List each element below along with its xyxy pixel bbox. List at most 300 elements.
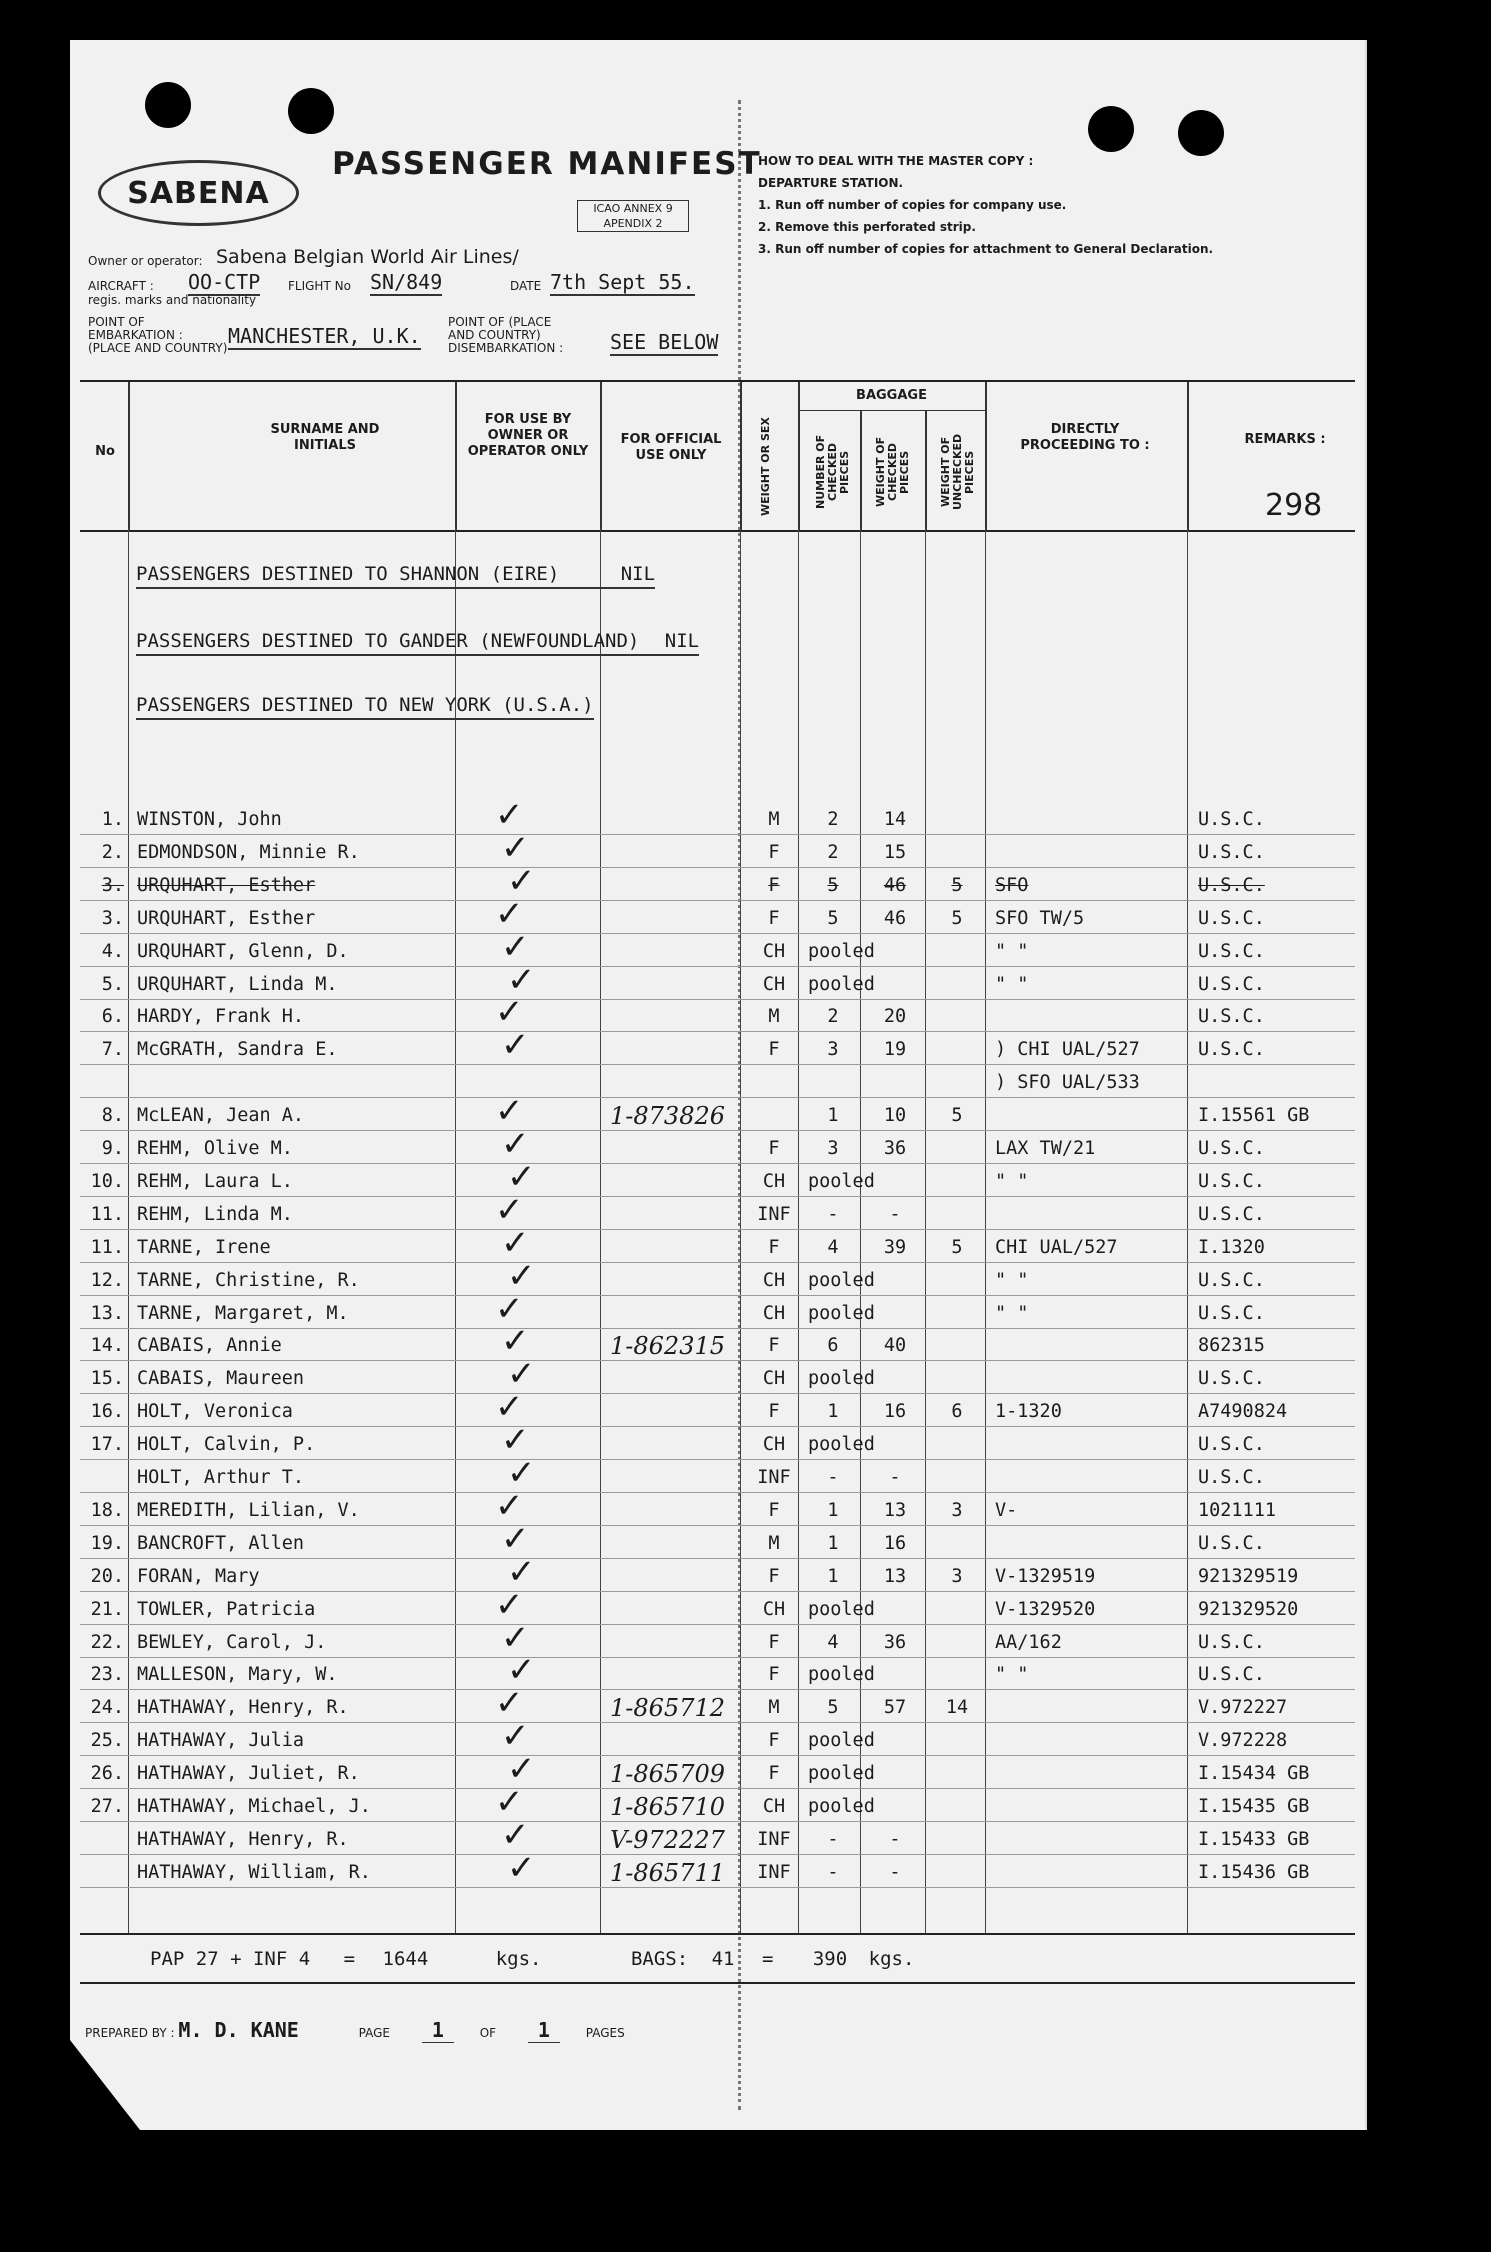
sex: F xyxy=(768,1565,780,1587)
row-divider xyxy=(80,933,1355,934)
sex: F xyxy=(768,1499,780,1521)
sex: CH xyxy=(762,1434,786,1456)
check-mark-icon: ✓ xyxy=(507,1255,536,1296)
sabena-logo: SABENA xyxy=(98,160,299,226)
row-number: 20. xyxy=(90,1565,124,1587)
official-use-number: 1-865711 xyxy=(610,1858,725,1887)
remarks-value: U.S.C. xyxy=(1198,1203,1265,1225)
row-divider xyxy=(80,1755,1355,1756)
check-mark-icon: ✓ xyxy=(495,1782,524,1822)
checked-weight: 20 xyxy=(883,1006,907,1028)
unchecked-weight xyxy=(932,1466,982,1490)
row-divider xyxy=(80,1426,1355,1427)
remarks-value: I.15436 GB xyxy=(1198,1861,1310,1883)
remarks-value: U.S.C. xyxy=(1198,1467,1265,1488)
official-use-number xyxy=(610,841,740,865)
passenger-name: HOLT, Veronica xyxy=(137,1401,293,1423)
sex: F xyxy=(768,1664,780,1686)
checked-weight: 46 xyxy=(883,907,907,929)
icao-annex-box: ICAO ANNEX 9 APENDIX 2 xyxy=(577,200,689,232)
check-mark-icon: ✓ xyxy=(501,1321,530,1362)
check-mark-icon: ✓ xyxy=(507,1847,536,1888)
passenger-name: HOLT, Calvin, P. xyxy=(137,1434,316,1456)
proceeding-to xyxy=(995,1466,1185,1490)
official-use-number xyxy=(610,1565,740,1589)
checked-pieces: 2 xyxy=(827,841,839,863)
checked-weight: - xyxy=(889,1861,901,1883)
checked-weight: 39 xyxy=(883,1236,907,1258)
remarks-value: 921329520 xyxy=(1198,1598,1299,1620)
official-use-number xyxy=(610,1466,740,1490)
check-mark-icon: ✓ xyxy=(495,1683,524,1724)
col-official-use: FOR OFFICIAL USE ONLY xyxy=(620,432,722,463)
unchecked-weight xyxy=(932,1861,982,1885)
official-use-number xyxy=(610,1005,740,1029)
proceeding-to: AA/162 xyxy=(995,1631,1062,1653)
checked-pieces: 1 xyxy=(827,1105,839,1127)
col-owner-use: FOR USE BY OWNER OR OPERATOR ONLY xyxy=(467,412,589,459)
row-number: 25. xyxy=(90,1730,124,1752)
check-mark-icon: ✓ xyxy=(501,1518,530,1559)
passenger-name: BANCROFT, Allen xyxy=(137,1532,305,1554)
proceeding-to xyxy=(995,1104,1185,1128)
official-use-number xyxy=(610,1499,740,1523)
checked-weight xyxy=(870,940,920,964)
official-use-number xyxy=(610,1269,740,1293)
row-divider xyxy=(80,1459,1355,1460)
official-use-number xyxy=(610,1433,740,1457)
sex: F xyxy=(768,1730,780,1752)
col-num-checked: NUMBER OF CHECKED PIECES xyxy=(814,434,851,510)
proceeding-to: V- xyxy=(995,1499,1018,1521)
punch-hole xyxy=(1088,106,1134,152)
official-use-number xyxy=(610,1598,740,1622)
instruction-line: 3. Run off number of copies for attachment to General Declaration. xyxy=(758,242,1214,256)
unchecked-weight xyxy=(932,1762,982,1786)
checked-weight xyxy=(870,1598,920,1622)
disembarkation-label: POINT OF (PLACE AND COUNTRY) DISEMBARKATION : xyxy=(448,315,564,355)
row-number: 18. xyxy=(90,1499,124,1521)
checked-pieces: 1 xyxy=(827,1532,839,1554)
sex: F xyxy=(768,1763,780,1785)
remarks-value: 921329519 xyxy=(1198,1565,1299,1587)
official-use-number xyxy=(610,1532,740,1556)
row-number: 13. xyxy=(90,1302,124,1324)
unchecked-weight xyxy=(932,1038,982,1062)
remarks-value: I.15434 GB xyxy=(1198,1763,1310,1785)
proceeding-to: " " xyxy=(995,1302,1029,1324)
row-divider xyxy=(80,1031,1355,1032)
unchecked-weight: 5 xyxy=(951,1105,963,1127)
row-number: 26. xyxy=(90,1763,124,1785)
proceeding-to xyxy=(995,1203,1185,1227)
proceeding-to xyxy=(995,1696,1185,1720)
row-divider xyxy=(80,1064,1355,1065)
row-number: 1. xyxy=(101,809,124,830)
passenger-name xyxy=(137,1071,437,1095)
row-divider xyxy=(80,966,1355,967)
official-use-number xyxy=(610,874,740,898)
sex: INF xyxy=(757,1467,791,1488)
checked-weight: - xyxy=(889,1203,901,1225)
unchecked-weight xyxy=(932,1795,982,1819)
proceeding-to: SFO xyxy=(995,874,1029,896)
unchecked-weight xyxy=(932,940,982,964)
date-value: 7th Sept 55. xyxy=(550,270,695,294)
row-number xyxy=(84,1071,124,1095)
row-divider xyxy=(80,1525,1355,1526)
sex: F xyxy=(768,907,780,929)
row-number: 12. xyxy=(90,1269,124,1291)
instruction-line: HOW TO DEAL WITH THE MASTER COPY : xyxy=(758,154,1034,168)
checked-pieces: pooled xyxy=(808,1368,875,1390)
checked-pieces: 2 xyxy=(827,809,839,830)
proceeding-to xyxy=(995,1795,1185,1819)
checked-pieces: 6 xyxy=(827,1335,839,1357)
passenger-name: McGRATH, Sandra E. xyxy=(137,1039,338,1061)
remarks-value: 1021111 xyxy=(1198,1499,1276,1521)
proceeding-to: 1-1320 xyxy=(995,1401,1062,1423)
official-use-number xyxy=(610,808,740,832)
sex: M xyxy=(768,1006,780,1028)
check-mark-icon: ✓ xyxy=(501,1814,530,1855)
checked-pieces: - xyxy=(827,1861,839,1883)
checked-weight xyxy=(870,1367,920,1391)
remarks-value: I.15433 GB xyxy=(1198,1828,1310,1850)
passenger-name: REHM, Linda M. xyxy=(137,1203,293,1225)
col-remarks: REMARKS : xyxy=(1244,432,1326,447)
remarks-value: U.S.C. xyxy=(1198,1434,1265,1456)
punch-hole xyxy=(288,88,334,134)
official-use-number xyxy=(610,1170,740,1194)
passenger-name: REHM, Olive M. xyxy=(137,1138,293,1159)
checked-pieces: pooled xyxy=(808,1269,875,1291)
check-mark-icon: ✓ xyxy=(495,1189,524,1230)
col-weight-checked: WEIGHT OF CHECKED PIECES xyxy=(874,436,911,508)
sex: M xyxy=(768,809,780,830)
checked-weight: 57 xyxy=(883,1697,907,1719)
unchecked-weight xyxy=(932,1367,982,1391)
unchecked-weight xyxy=(932,1532,982,1556)
passenger-name: MEREDITH, Lilian, V. xyxy=(137,1499,360,1521)
unchecked-weight: 6 xyxy=(951,1401,963,1423)
check-mark-icon: ✓ xyxy=(501,926,530,967)
row-number: 15. xyxy=(90,1368,124,1390)
destination-new-york: PASSENGERS DESTINED TO NEW YORK (U.S.A.) xyxy=(136,694,594,720)
sex: INF xyxy=(757,1203,791,1225)
row-divider xyxy=(80,1130,1355,1131)
checked-weight xyxy=(870,1762,920,1786)
passenger-name: TOWLER, Patricia xyxy=(137,1598,316,1620)
check-mark-icon: ✓ xyxy=(495,893,524,934)
proceeding-to xyxy=(995,808,1185,832)
check-mark-icon: ✓ xyxy=(495,1584,524,1625)
proceeding-to xyxy=(995,841,1185,865)
checked-weight: - xyxy=(889,1828,901,1850)
unchecked-weight: 3 xyxy=(951,1499,963,1521)
official-use-number xyxy=(610,1631,740,1655)
embarkation-value: MANCHESTER, U.K. xyxy=(228,324,421,348)
row-number: 22. xyxy=(90,1631,124,1653)
unchecked-weight xyxy=(932,808,982,832)
checked-pieces: 1 xyxy=(827,1499,839,1521)
sex: CH xyxy=(762,940,786,962)
check-mark-icon: ✓ xyxy=(507,1650,536,1691)
unchecked-weight xyxy=(932,973,982,997)
row-divider xyxy=(80,1295,1355,1296)
checked-pieces: pooled xyxy=(808,1302,875,1324)
checked-pieces: 4 xyxy=(827,1631,839,1653)
official-use-number xyxy=(610,1203,740,1227)
passenger-name: HARDY, Frank H. xyxy=(137,1006,305,1028)
checked-weight: 13 xyxy=(883,1565,907,1587)
col-surname: SURNAME AND INITIALS xyxy=(270,422,380,453)
unchecked-weight xyxy=(932,1302,982,1326)
proceeding-to xyxy=(995,1762,1185,1786)
row-number: 21. xyxy=(90,1598,124,1620)
checked-pieces: 5 xyxy=(827,874,839,896)
sex: F xyxy=(768,1631,780,1653)
official-use-number: V-972227 xyxy=(610,1825,725,1854)
proceeding-to: ) SFO UAL/533 xyxy=(995,1072,1140,1094)
checked-weight xyxy=(870,1433,920,1457)
sex xyxy=(752,1104,796,1128)
sex: CH xyxy=(762,1598,786,1620)
instruction-line: 1. Run off number of copies for company use. xyxy=(758,198,1067,212)
sex: M xyxy=(768,1532,780,1554)
col-no: No xyxy=(95,444,115,459)
row-divider xyxy=(80,1360,1355,1361)
checked-pieces: 1 xyxy=(827,1401,839,1423)
remarks-value: U.S.C. xyxy=(1198,1664,1265,1686)
row-divider xyxy=(80,834,1355,835)
official-use-number xyxy=(610,1729,740,1753)
sex: CH xyxy=(762,1302,786,1324)
checked-pieces xyxy=(808,1071,858,1095)
unchecked-weight xyxy=(932,1203,982,1227)
unchecked-weight xyxy=(932,1071,982,1095)
row-divider xyxy=(80,867,1355,868)
checked-weight: 10 xyxy=(883,1105,907,1127)
destination-shannon: PASSENGERS DESTINED TO SHANNON (EIRE) NIL xyxy=(136,563,655,589)
row-divider xyxy=(80,1196,1355,1197)
instruction-line: DEPARTURE STATION. xyxy=(758,176,904,190)
remarks-value: A7490824 xyxy=(1198,1401,1288,1423)
passenger-name: URQUHART, Glenn, D. xyxy=(137,940,349,962)
unchecked-weight: 3 xyxy=(951,1565,963,1587)
table-header xyxy=(80,380,1355,532)
aircraft-value: OO-CTP xyxy=(188,270,261,294)
proceeding-to: LAX TW/21 xyxy=(995,1138,1096,1159)
official-use-number: 1-873826 xyxy=(610,1102,725,1131)
passenger-name: URQUHART, Esther xyxy=(137,907,316,929)
checked-pieces: pooled xyxy=(808,1170,875,1192)
passenger-name: TARNE, Irene xyxy=(137,1236,271,1258)
check-mark-icon: ✓ xyxy=(507,1749,536,1790)
unchecked-weight xyxy=(932,1663,982,1687)
row-divider xyxy=(80,1097,1355,1098)
row-number: 11. xyxy=(90,1203,124,1225)
unchecked-weight: 14 xyxy=(945,1697,969,1719)
remarks-number: 298 xyxy=(1265,488,1323,523)
row-number: 6. xyxy=(101,1006,124,1028)
passenger-name: TARNE, Christine, R. xyxy=(137,1269,360,1291)
checked-weight xyxy=(870,973,920,997)
row-number: 11. xyxy=(90,1236,124,1258)
sex: F xyxy=(768,874,780,896)
row-number: 27. xyxy=(90,1796,124,1817)
checked-pieces: - xyxy=(827,1467,839,1488)
row-divider xyxy=(80,1624,1355,1625)
checked-weight: 36 xyxy=(883,1631,907,1653)
check-mark-icon: ✓ xyxy=(495,795,524,835)
checked-weight: 46 xyxy=(883,874,907,896)
checked-weight: 16 xyxy=(883,1532,907,1554)
check-mark-icon: ✓ xyxy=(495,1485,524,1526)
row-divider xyxy=(80,1163,1355,1164)
unchecked-weight xyxy=(932,1631,982,1655)
passenger-name: BEWLEY, Carol, J. xyxy=(137,1631,327,1653)
checked-pieces: 4 xyxy=(827,1236,839,1258)
proceeding-to: SFO TW/5 xyxy=(995,907,1085,929)
passenger-name: CABAIS, Annie xyxy=(137,1335,282,1357)
row-number: 23. xyxy=(90,1664,124,1686)
embarkation-label: POINT OF EMBARKATION : (PLACE AND COUNTRY) xyxy=(88,315,228,355)
sex: F xyxy=(768,1401,780,1423)
check-mark-icon: ✓ xyxy=(501,1716,530,1757)
check-mark-icon: ✓ xyxy=(501,1617,530,1658)
proceeding-to xyxy=(995,1532,1185,1556)
row-divider xyxy=(80,1591,1355,1592)
remarks-value: U.S.C. xyxy=(1198,1138,1265,1159)
sex: F xyxy=(768,1236,780,1258)
proceeding-to: V-1329520 xyxy=(995,1598,1096,1620)
corner-cut xyxy=(70,2040,140,2130)
passenger-name: URQUHART, Linda M. xyxy=(137,973,338,995)
unchecked-weight xyxy=(932,1170,982,1194)
row-divider xyxy=(80,999,1355,1000)
instruction-line: 2. Remove this perforated strip. xyxy=(758,220,976,234)
remarks-value: V.972227 xyxy=(1198,1697,1288,1719)
row-number xyxy=(84,1466,124,1490)
unchecked-weight xyxy=(932,1005,982,1029)
unchecked-weight xyxy=(932,1598,982,1622)
row-divider xyxy=(80,1722,1355,1723)
row-number: 17. xyxy=(90,1434,124,1456)
passenger-name: HATHAWAY, William, R. xyxy=(137,1861,371,1883)
remarks-value: U.S.C. xyxy=(1198,1368,1265,1390)
row-number xyxy=(84,1828,124,1852)
owner-label: Owner or operator: xyxy=(88,254,203,268)
checked-pieces: - xyxy=(827,1203,839,1225)
checked-pieces: 2 xyxy=(827,1006,839,1028)
checked-weight: 36 xyxy=(883,1138,907,1159)
official-use-number: 1-865710 xyxy=(610,1793,725,1821)
proceeding-to xyxy=(995,1334,1185,1358)
check-mark-icon: ✓ xyxy=(495,1288,524,1329)
row-number: 2. xyxy=(101,841,124,863)
remarks-value: U.S.C. xyxy=(1198,1269,1265,1291)
checked-pieces: pooled xyxy=(808,1434,875,1456)
flight-label: FLIGHT No xyxy=(288,279,351,293)
sex: CH xyxy=(762,1170,786,1192)
row-number xyxy=(84,1861,124,1885)
checked-pieces: 3 xyxy=(827,1138,839,1159)
remarks-value: U.S.C. xyxy=(1198,940,1265,962)
official-use-number xyxy=(610,907,740,931)
passenger-name: MALLESON, Mary, W. xyxy=(137,1664,338,1686)
proceeding-to xyxy=(995,1433,1185,1457)
remarks-value: U.S.C. xyxy=(1198,809,1265,830)
passenger-name: URQUHART, Esther xyxy=(137,874,316,896)
checked-pieces: pooled xyxy=(808,1598,875,1620)
unchecked-weight xyxy=(932,1729,982,1753)
official-use-number xyxy=(610,1302,740,1326)
remarks-value: U.S.C. xyxy=(1198,874,1265,896)
checked-weight xyxy=(870,1663,920,1687)
destination-gander: PASSENGERS DESTINED TO GANDER (NEWFOUNDLAND) NIL xyxy=(136,630,699,656)
checked-pieces: 1 xyxy=(827,1565,839,1587)
disembarkation-value: SEE BELOW xyxy=(610,330,719,354)
master-copy-instructions xyxy=(758,150,1213,260)
checked-pieces: - xyxy=(827,1828,839,1850)
checked-weight xyxy=(870,1071,920,1095)
checked-weight: 40 xyxy=(883,1335,907,1357)
proceeding-to: " " xyxy=(995,1170,1029,1192)
row-number: 24. xyxy=(90,1697,124,1719)
checked-pieces: pooled xyxy=(808,1664,875,1686)
remarks-value xyxy=(1198,1071,1358,1095)
checked-pieces: pooled xyxy=(808,940,875,962)
proceeding-to xyxy=(995,1367,1185,1391)
row-number: 5. xyxy=(101,973,124,995)
remarks-value: 862315 xyxy=(1198,1335,1265,1357)
unchecked-weight xyxy=(932,1433,982,1457)
manifest-sheet xyxy=(70,40,1367,2130)
checked-pieces: pooled xyxy=(808,1763,875,1785)
sex: CH xyxy=(762,1796,786,1817)
checked-pieces: pooled xyxy=(808,1796,875,1817)
row-number: 16. xyxy=(90,1401,124,1423)
passenger-name: HOLT, Arthur T. xyxy=(137,1467,305,1488)
remarks-value: I.15435 GB xyxy=(1198,1796,1310,1817)
checked-weight: 16 xyxy=(883,1401,907,1423)
official-use-number xyxy=(610,1663,740,1687)
sex: F xyxy=(768,1138,780,1159)
passenger-name: WINSTON, John xyxy=(137,809,282,830)
remarks-value: U.S.C. xyxy=(1198,1532,1265,1554)
row-divider xyxy=(80,1492,1355,1493)
check-mark-icon: ✓ xyxy=(495,1091,524,1132)
official-use-number xyxy=(610,1400,740,1424)
passenger-name: CABAIS, Maureen xyxy=(137,1368,305,1390)
sex: F xyxy=(768,1335,780,1357)
sex: CH xyxy=(762,1368,786,1390)
proceeding-to: " " xyxy=(995,1269,1029,1291)
sex: CH xyxy=(762,973,786,995)
sex: F xyxy=(768,1039,780,1061)
punch-hole xyxy=(145,82,191,128)
checked-weight: 15 xyxy=(883,841,907,863)
official-use-number xyxy=(610,1236,740,1260)
checked-weight xyxy=(870,1302,920,1326)
row-number: 4. xyxy=(101,940,124,962)
date-label: DATE xyxy=(510,279,542,293)
unchecked-weight xyxy=(932,841,982,865)
checked-pieces: pooled xyxy=(808,1730,875,1752)
row-number: 14. xyxy=(90,1335,124,1357)
official-use-number xyxy=(610,1137,740,1161)
